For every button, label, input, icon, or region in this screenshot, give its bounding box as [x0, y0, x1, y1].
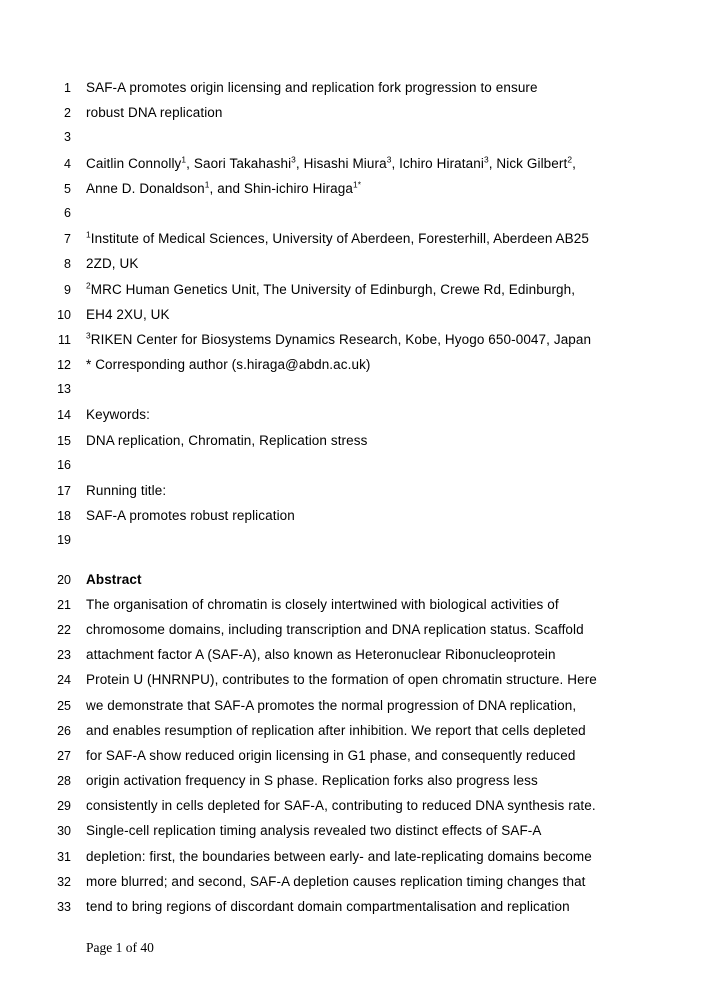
line-number: 8 — [64, 257, 71, 272]
line-text: for SAF-A show reduced origin licensing in G1 phase, and consequently reduced — [86, 747, 576, 763]
line-text: origin activation frequency in S phase. Replication forks also progress less — [86, 773, 538, 789]
line-number: 6 — [64, 205, 71, 220]
manuscript-line — [0, 874, 687, 899]
line-text: and enables resumption of replication after inhibition. We report that cells depleted — [86, 722, 586, 738]
manuscript-line — [0, 533, 687, 558]
line-container — [0, 80, 687, 924]
manuscript-line — [0, 332, 687, 357]
superscript: 1 — [181, 154, 187, 165]
line-text: The organisation of chromatin is closely intertwined with biological activities of — [86, 596, 559, 612]
line-number: 23 — [57, 648, 71, 663]
line-text: EH4 2XU, UK — [86, 306, 170, 322]
line-number: 19 — [57, 533, 71, 548]
line-text: tend to bring regions of discordant domain compartmentalisation and replication — [86, 899, 570, 914]
line-number: 29 — [57, 799, 71, 814]
line-number: 7 — [64, 232, 71, 247]
line-number: 10 — [57, 307, 71, 322]
line-text: we demonstrate that SAF-A promotes the normal progression of DNA replication, — [86, 697, 577, 713]
line-number: 31 — [57, 849, 71, 864]
line-number: 32 — [57, 874, 71, 889]
line-text: Anne D. Donaldson$^1$, and Shin-ichiro Hiraga$^{1*}$ — [86, 179, 362, 196]
superscript: 2 — [567, 154, 573, 165]
line-number: 30 — [57, 824, 71, 839]
superscript: 3 — [483, 154, 489, 165]
line-number: 13 — [57, 382, 71, 397]
line-text: attachment factor A (SAF-A), also known as Heteronuclear Ribonucleoprotein — [86, 647, 556, 663]
manuscript-line — [0, 181, 687, 206]
line-text: more blurred; and second, SAF-A depletion causes replication timing changes that — [86, 873, 586, 889]
line-text: SAF-A promotes robust replication — [86, 508, 295, 524]
manuscript-line — [0, 849, 687, 874]
manuscript-line — [0, 823, 687, 848]
line-text: chromosome domains, including transcription and DNA replication status. Scaffold — [86, 621, 584, 637]
line-number: 28 — [57, 774, 71, 789]
line-text: Keywords: — [86, 407, 150, 423]
manuscript-line — [0, 156, 687, 181]
superscript: 1* — [353, 179, 362, 190]
line-number: 12 — [57, 358, 71, 373]
manuscript-line — [0, 231, 687, 256]
manuscript-line — [0, 458, 687, 483]
line-text: 2ZD, UK — [86, 256, 139, 272]
line-number: 3 — [64, 130, 71, 145]
manuscript-line — [0, 206, 687, 231]
manuscript-line — [0, 307, 687, 332]
superscript: 3 — [291, 154, 296, 165]
line-text: $^3$RIKEN Center for Biosystems Dynamics Research, Kobe, Hyogo 650-0047, Japan — [86, 330, 592, 347]
line-number: 17 — [57, 484, 71, 498]
line-number: 4 — [64, 156, 71, 171]
manuscript-line — [0, 433, 687, 458]
manuscript-line — [0, 647, 687, 672]
manuscript-line — [0, 748, 687, 773]
line-text: Caitlin Connolly$^1$, Saori Takahashi$^3$, Hisashi Miura$^3$, Ichiro Hiratani$^3$, Nick Gilbert$^2$, — [86, 154, 576, 171]
manuscript-line — [0, 698, 687, 723]
manuscript-line — [0, 672, 687, 697]
line-text: SAF-A promotes origin licensing and replication fork progression to ensure — [86, 80, 538, 95]
manuscript-line — [0, 723, 687, 748]
line-text: Single-cell replication timing analysis revealed two distinct effects of SAF-A — [86, 823, 542, 839]
line-number: 14 — [57, 408, 71, 423]
superscript: 1 — [204, 179, 210, 190]
line-number: 27 — [57, 748, 71, 763]
line-number: 11 — [58, 332, 71, 347]
line-text: * Corresponding author (s.hiraga@abdn.ac.uk) — [86, 357, 371, 373]
line-number: 16 — [57, 457, 71, 472]
manuscript-line — [0, 80, 687, 105]
superscript: 1 — [86, 229, 91, 240]
manuscript-line — [0, 508, 687, 533]
line-number: 5 — [64, 181, 71, 196]
manuscript-line — [0, 597, 687, 622]
superscript: 3 — [386, 154, 392, 165]
line-number: 20 — [57, 572, 71, 587]
manuscript-line — [0, 357, 687, 382]
manuscript-line — [0, 483, 687, 508]
line-number: 2 — [64, 106, 71, 121]
superscript: 3 — [86, 330, 91, 341]
line-number: 21 — [57, 597, 71, 612]
manuscript-line — [0, 899, 687, 924]
manuscript-line — [0, 282, 687, 307]
line-number: 25 — [57, 698, 71, 713]
line-text: consistently in cells depleted for SAF-A, contributing to reduced DNA synthesis rate. — [86, 798, 596, 814]
manuscript-line — [0, 382, 687, 407]
manuscript-line — [0, 256, 687, 281]
manuscript-line — [0, 130, 687, 155]
line-text: $^2$MRC Human Genetics Unit, The University of Edinburgh, Crewe Rd, Edinburgh, — [86, 280, 576, 297]
line-text: Abstract — [86, 571, 142, 587]
line-text: robust DNA replication — [86, 105, 223, 121]
line-number: 33 — [57, 900, 71, 914]
line-text: $^1$Institute of Medical Sciences, University of Aberdeen, Foresterhill, Aberdeen AB25 — [86, 229, 589, 247]
manuscript-line — [0, 105, 687, 130]
line-text: Running title: — [86, 483, 167, 498]
line-text: Protein U (HNRNPU), contributes to the formation of open chromatin structure. Here — [86, 672, 597, 688]
line-number: 9 — [64, 282, 71, 297]
line-number: 18 — [57, 509, 71, 524]
line-text: DNA replication, Chromatin, Replication stress — [86, 432, 368, 448]
manuscript-line — [0, 572, 687, 597]
superscript: 2 — [86, 280, 91, 290]
line-number: 1 — [64, 81, 71, 95]
line-number: 24 — [57, 673, 71, 688]
manuscript-line — [0, 407, 687, 432]
line-number: 22 — [57, 622, 71, 637]
line-number: 26 — [57, 723, 71, 738]
line-text: depletion: first, the boundaries between early- and late-replicating domains become — [86, 848, 592, 864]
line-number: 15 — [57, 433, 71, 448]
manuscript-line — [0, 773, 687, 798]
manuscript-line — [0, 622, 687, 647]
page-footer: Page 1 of 40 — [86, 940, 154, 955]
manuscript-line — [0, 798, 687, 823]
